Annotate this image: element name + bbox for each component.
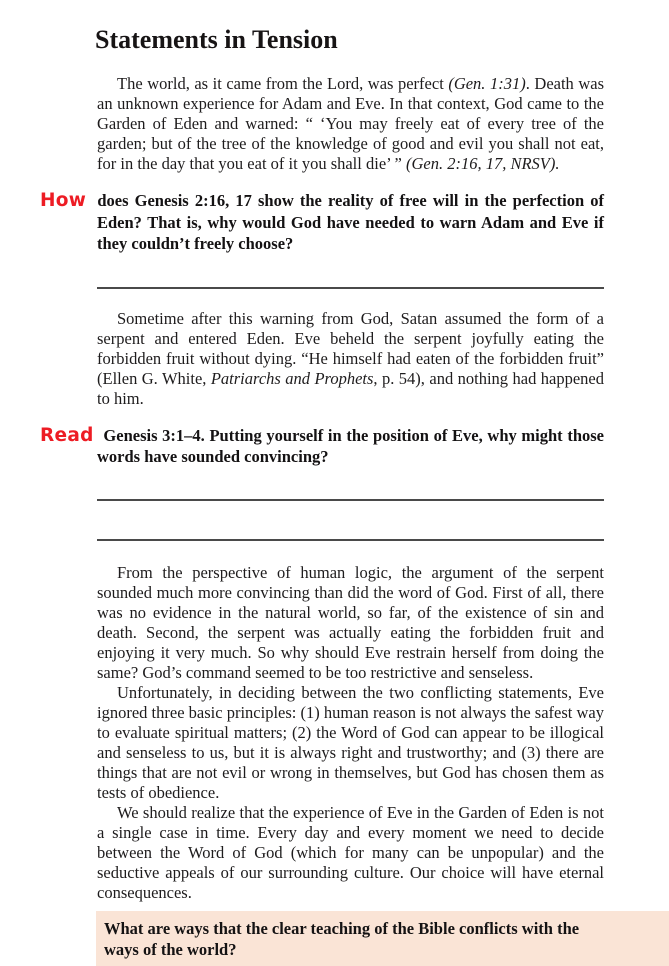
- answer-line-1: [97, 287, 604, 289]
- eden-paragraph: We should realize that the experience of Eve in the Garden of Eden is not a single case in time. Every day and every moment we need to decide between the Word of God (which for many can be unpopular) and the seductive appeals of our surrounding culture. Our choice will have eternal consequences.: [97, 802, 604, 902]
- answer-line-2: [97, 499, 604, 501]
- read-question: [40, 424, 605, 468]
- answer-line-3: [97, 539, 604, 541]
- read-question-label: Read: [40, 424, 94, 446]
- read-question-text: Genesis 3:1–4. Putting yourself in the position of Eve, why might those words have sounded convincing?: [97, 425, 605, 466]
- how-question: [40, 190, 605, 255]
- principles-paragraph: Unfortunately, in deciding between the two conflicting statements, Eve ignored three basic principles: (1) human reason is not always the safest way to evaluate spiritual matters; (2) the Word of God can appear to be illogical and senseless to us, but it is always right and trustworthy; and (3) there are things that are not evil or wrong in themselves, but God has chosen them as tests of obedience.: [97, 682, 604, 802]
- discussion-question-box: [96, 911, 669, 966]
- how-question-label: How: [40, 190, 87, 211]
- intro-paragraph: The world, as it came from the Lord, was perfect (Gen. 1:31). Death was an unknown experience for Adam and Eve. In that context, God came to the Garden of Eden and warned: “ ‘You may freely eat of every tree of the garden; but of the tree of the knowledge of good and evil you shall not eat, for in the day that you eat of it you shall die’ ” (Gen. 2:16, 17, NRSV).: [97, 74, 605, 173]
- logic-paragraph: From the perspective of human logic, the argument of the serpent sounded much more convincing than did the word of God. First of all, there was no evidence in the natural world, so far, of the existence of sin and death. Second, the serpent was actually eating the forbidden fruit and enjoying it very much. So why should Eve restrain herself from doing the same? God’s command seemed to be too restrictive and senseless.: [97, 562, 604, 682]
- how-question-text: does Genesis 2:16, 17 show the reality of free will in the perfection of Eden? That is, why would God have needed to warn Adam and Eve if they couldn’t freely choose?: [97, 191, 605, 253]
- satan-paragraph: Sometime after this warning from God, Satan assumed the form of a serpent and entered Eden. Eve beheld the serpent joyfully eating the forbidden fruit without dying. “He himself had eaten of the forbidden fruit” (Ellen G. White, Patriarchs and Prophets, p. 54), and nothing had happened to him.: [97, 308, 604, 408]
- discussion-question-text: What are ways that the clear teaching of the Bible conflicts with the ways of the world?: [104, 918, 580, 959]
- page-title: Statements in Tension: [95, 25, 338, 54]
